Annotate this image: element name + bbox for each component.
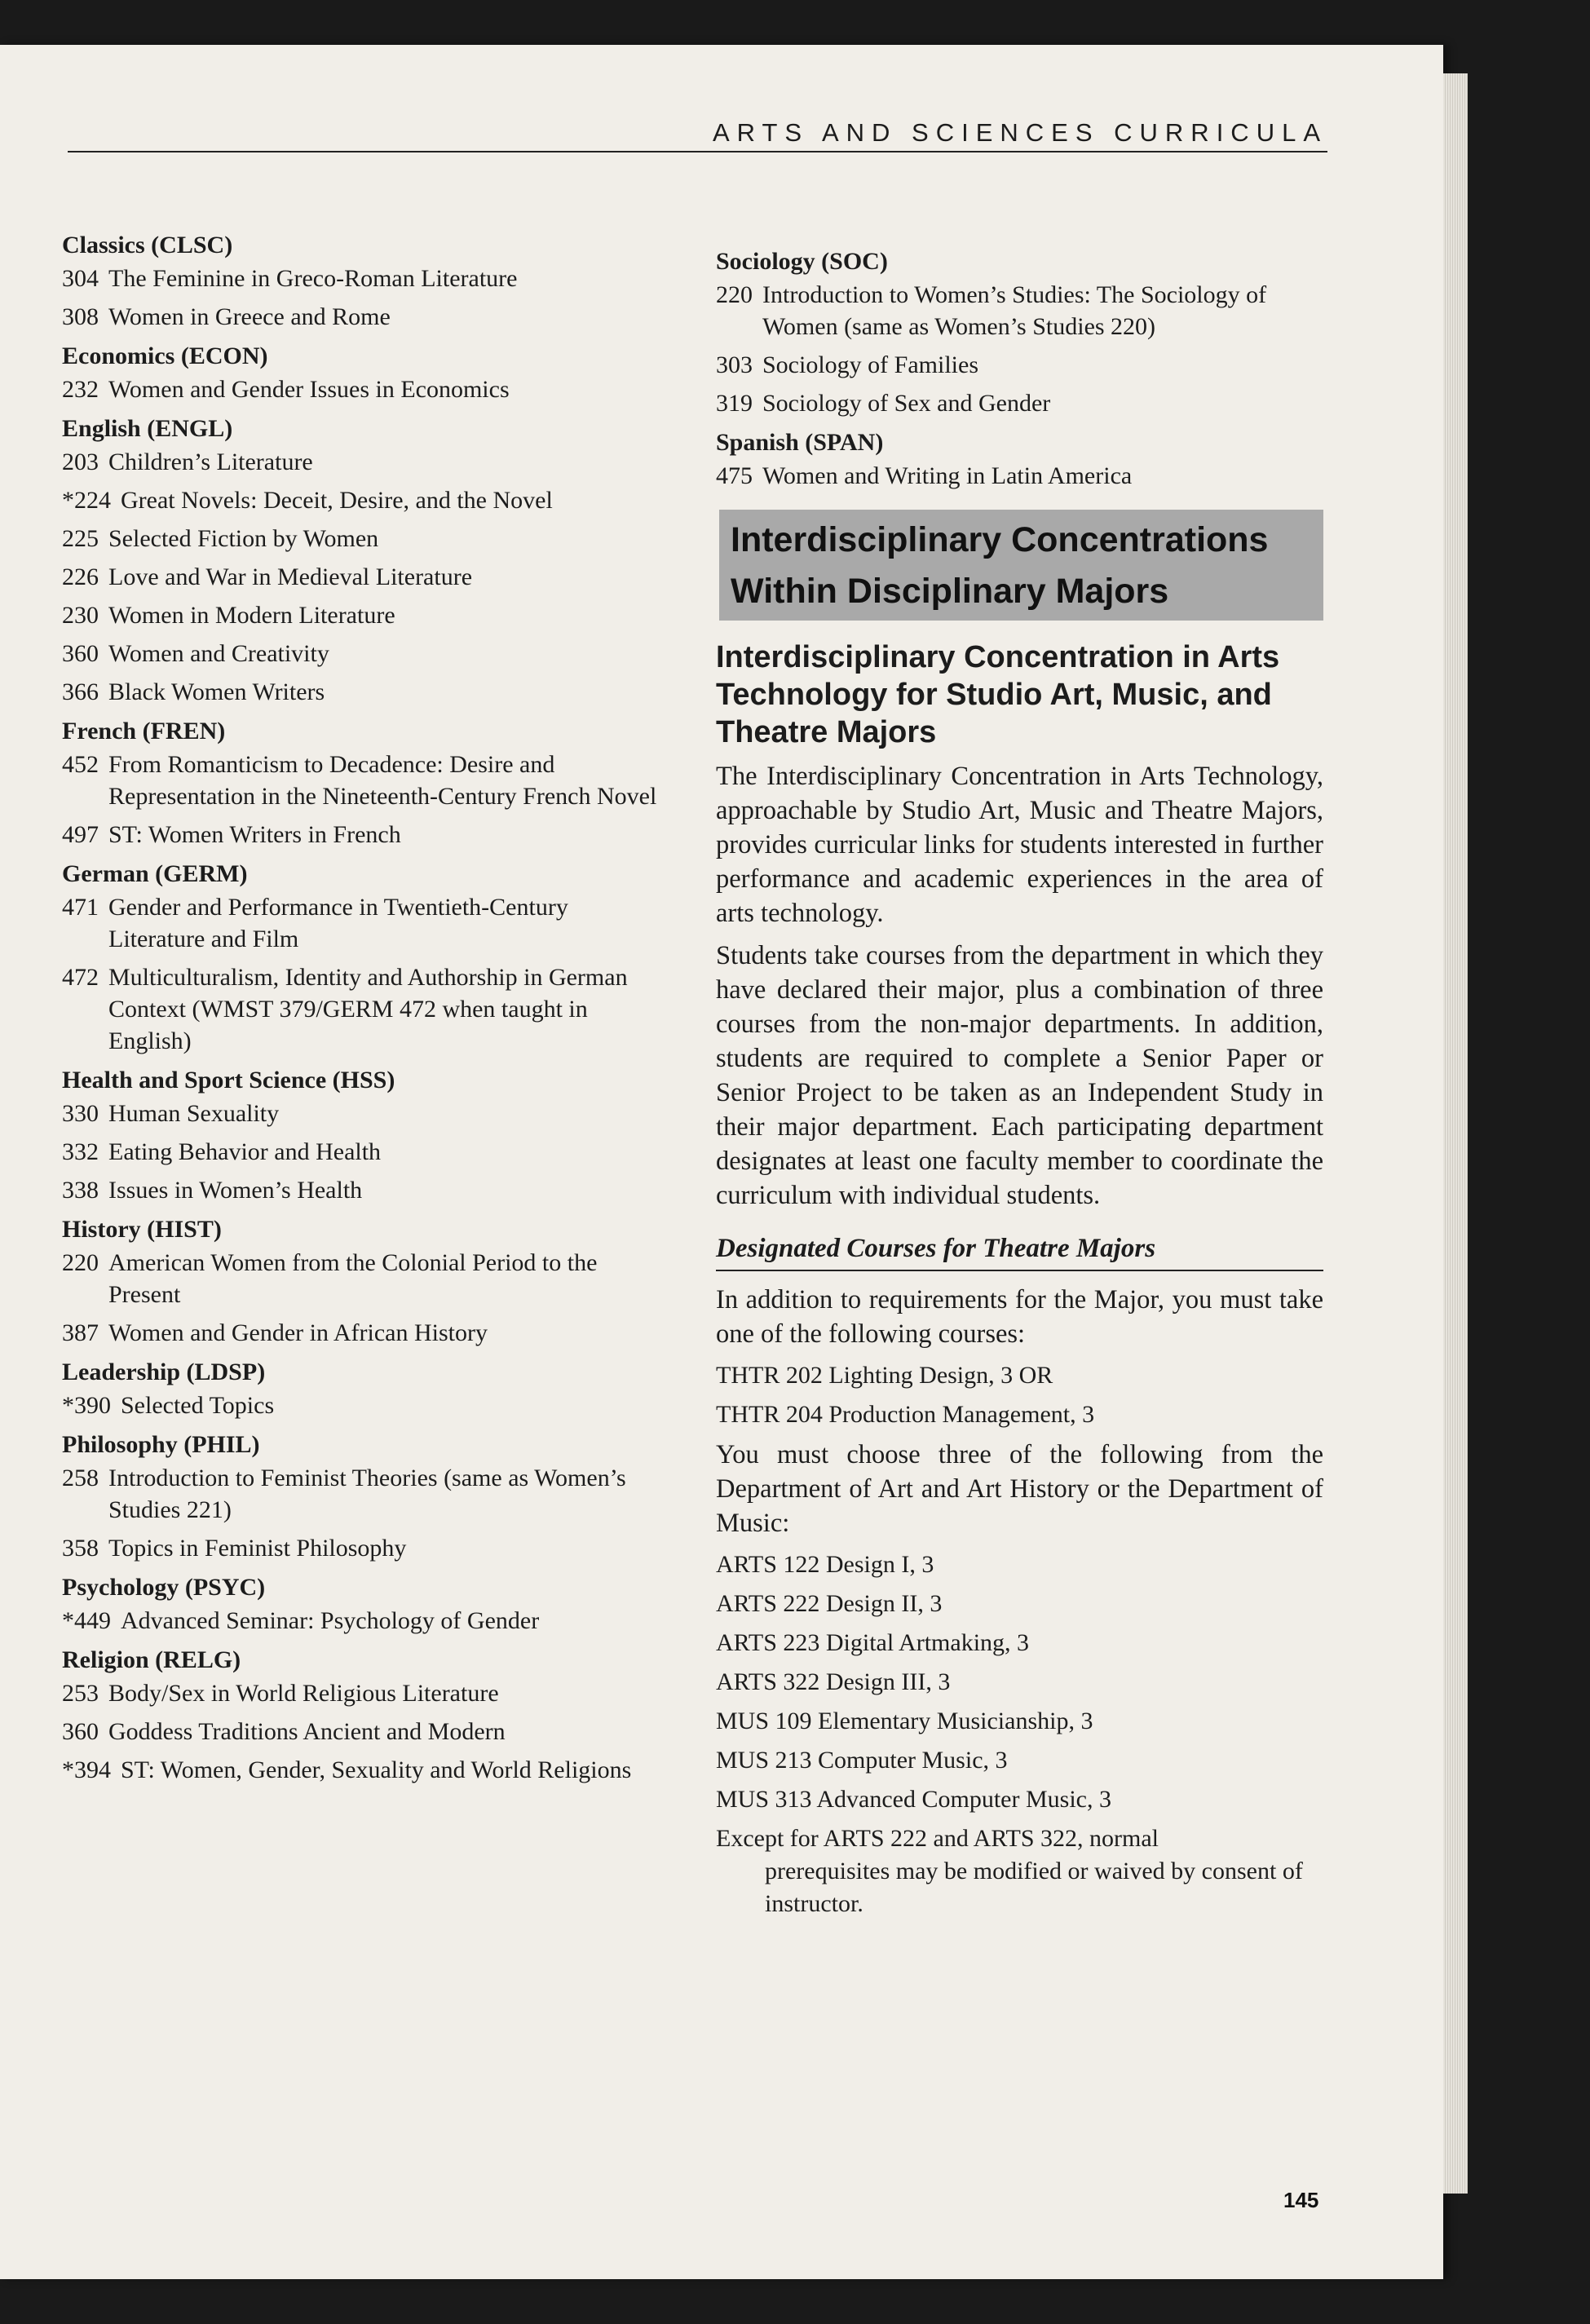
- option-course: ARTS 222 Design II, 3: [716, 1590, 943, 1617]
- course-number: 452: [62, 751, 99, 778]
- department-block: [62, 1213, 665, 1349]
- banner-line-1: Interdisciplinary Concentrations: [731, 520, 1269, 559]
- course-number: 387: [62, 1319, 99, 1346]
- course-number: 319: [716, 390, 753, 417]
- course-title: Introduction to Women’s Studies: The Sociology of Women (same as Women’s Studies 220): [762, 281, 1267, 340]
- course-title: Selected Fiction by Women: [108, 525, 379, 552]
- course-number: 258: [62, 1465, 99, 1491]
- course-title: Children’s Literature: [108, 448, 313, 475]
- exception-note: [716, 1823, 1323, 1920]
- department-block: [716, 245, 1323, 419]
- option-course: MUS 109 Elementary Musicianship, 3: [716, 1708, 1093, 1734]
- course-number: 358: [62, 1535, 99, 1562]
- option-course: ARTS 122 Design I, 3: [716, 1551, 934, 1578]
- section-paragraph-2: Students take courses from the department in which they have declared their major, plus a combination of three courses from the non-major departments. In addition, students are required to complete a Senior Paper or Senior Project to be taken as an Independent Study in their major department. Each participating department designates at least one faculty member to coordinate the curriculum with individual students.: [716, 941, 1323, 1210]
- right-column: [716, 245, 1323, 1920]
- department-title: French (FREN): [62, 718, 226, 744]
- department-block: [62, 714, 665, 851]
- course-title: Women and Gender in African History: [108, 1319, 488, 1346]
- course-row: [62, 599, 665, 631]
- course-row: [62, 891, 665, 955]
- course-number: 220: [62, 1249, 99, 1276]
- course-title: Great Novels: Deceit, Desire, and the Novel: [121, 487, 553, 514]
- course-number: 497: [62, 821, 99, 848]
- course-number: 330: [62, 1100, 99, 1127]
- course-number: 360: [62, 640, 99, 667]
- option-course: ARTS 322 Design III, 3: [716, 1668, 951, 1695]
- course-row: [62, 1754, 665, 1786]
- designated-intro: In addition to requirements for the Major, you must take one of the following courses:: [716, 1285, 1323, 1349]
- department-block: [62, 228, 665, 333]
- course-row: [62, 961, 665, 1057]
- course-row: [716, 460, 1323, 492]
- course-title: The Feminine in Greco-Roman Literature: [108, 265, 518, 292]
- course-number: 338: [62, 1177, 99, 1204]
- course-number: *394: [62, 1756, 111, 1783]
- department-block: [62, 1355, 665, 1421]
- course-number: 475: [716, 462, 753, 489]
- course-row: [62, 263, 665, 294]
- course-title: Human Sexuality: [108, 1100, 280, 1127]
- course-row: [716, 387, 1323, 419]
- course-row: [62, 638, 665, 669]
- course-title: Goddess Traditions Ancient and Modern: [108, 1718, 506, 1745]
- course-title: From Romanticism to Decadence: Desire and Representation in the Nineteenth-Century French Novel: [108, 751, 657, 810]
- course-row: [62, 446, 665, 478]
- department-block: [62, 1643, 665, 1786]
- course-number: *224: [62, 487, 111, 514]
- department-block: [716, 426, 1323, 492]
- course-row: [62, 1677, 665, 1709]
- exception-note-line-1: Except for ARTS 222 and ARTS 322, normal: [716, 1825, 1159, 1852]
- department-title: Religion (RELG): [62, 1646, 241, 1673]
- course-title: Advanced Seminar: Psychology of Gender: [121, 1607, 540, 1634]
- course-title: ST: Women, Gender, Sexuality and World Religions: [121, 1756, 632, 1783]
- section-paragraph-1: The Interdisciplinary Concentration in Arts Technology, approachable by Studio Art, Music and Theatre Majors, provides curricular links for students interested in further performance and academic experiences in the area of arts technology.: [716, 762, 1323, 928]
- course-number: 471: [62, 894, 99, 921]
- section-title: Interdisciplinary Concentration in Arts Technology for Studio Art, Music, and Theatre Majors: [716, 640, 1280, 749]
- course-row: [62, 1605, 665, 1637]
- department-title: English (ENGL): [62, 415, 233, 442]
- course-row: [62, 373, 665, 405]
- course-row: [716, 279, 1323, 342]
- department-title: Economics (ECON): [62, 342, 268, 369]
- course-title: Body/Sex in World Religious Literature: [108, 1680, 499, 1707]
- course-row: [62, 484, 665, 516]
- department-title: Classics (CLSC): [62, 232, 233, 258]
- course-row: [62, 676, 665, 708]
- department-block: [62, 339, 665, 405]
- course-number: 230: [62, 602, 99, 629]
- course-row: [62, 1390, 665, 1421]
- course-number: 253: [62, 1680, 99, 1707]
- option-course: ARTS 223 Digital Artmaking, 3: [716, 1629, 1030, 1656]
- designated-heading: Designated Courses for Theatre Majors: [716, 1230, 1323, 1271]
- course-row: [62, 1462, 665, 1526]
- course-number: 332: [62, 1138, 99, 1165]
- course-number: 203: [62, 448, 99, 475]
- course-row: [716, 349, 1323, 381]
- course-title: Sociology of Families: [762, 351, 978, 378]
- department-title: Philosophy (PHIL): [62, 1431, 260, 1458]
- department-title: Leadership (LDSP): [62, 1359, 266, 1385]
- exception-note-line-2: prerequisites may be modified or waived by consent of instructor.: [765, 1858, 1303, 1917]
- running-header: [68, 110, 1327, 152]
- course-number: 225: [62, 525, 99, 552]
- course-number: 360: [62, 1718, 99, 1745]
- course-title: Women and Gender Issues in Economics: [108, 376, 510, 403]
- course-title: American Women from the Colonial Period to the Present: [108, 1249, 598, 1308]
- course-number: 366: [62, 678, 99, 705]
- course-number: 308: [62, 303, 99, 330]
- course-title: ST: Women Writers in French: [108, 821, 401, 848]
- course-title: Eating Behavior and Health: [108, 1138, 382, 1165]
- course-title: Women in Modern Literature: [108, 602, 395, 629]
- department-block: [62, 1063, 665, 1206]
- banner-line-2: Within Disciplinary Majors: [731, 572, 1169, 611]
- department-title: History (HIST): [62, 1216, 222, 1243]
- required-course: THTR 204 Production Management, 3: [716, 1401, 1095, 1428]
- page-edges: [1443, 73, 1468, 2194]
- department-block: [62, 857, 665, 1057]
- right-departments: [716, 245, 1323, 492]
- option-course: MUS 213 Computer Music, 3: [716, 1747, 1008, 1774]
- left-column: [62, 228, 665, 1792]
- choose-instructions: You must choose three of the following from the Department of Art and Art History or the Department of Music:: [716, 1440, 1323, 1538]
- course-number: 226: [62, 563, 99, 590]
- course-row: [62, 1174, 665, 1206]
- course-title: Issues in Women’s Health: [108, 1177, 363, 1204]
- course-number: *390: [62, 1392, 111, 1419]
- course-title: Sociology of Sex and Gender: [762, 390, 1051, 417]
- course-title: Gender and Performance in Twentieth-Century Literature and Film: [108, 894, 568, 952]
- department-block: [62, 412, 665, 708]
- course-title: Women in Greece and Rome: [108, 303, 391, 330]
- course-row: [62, 1532, 665, 1564]
- course-number: 232: [62, 376, 99, 403]
- department-block: [62, 1428, 665, 1564]
- section-banner: [719, 510, 1323, 621]
- course-row: [62, 819, 665, 851]
- department-title: Health and Sport Science (HSS): [62, 1067, 395, 1094]
- course-row: [62, 301, 665, 333]
- course-number: *449: [62, 1607, 111, 1634]
- course-number: 472: [62, 964, 99, 991]
- department-block: [62, 1571, 665, 1637]
- course-title: Black Women Writers: [108, 678, 325, 705]
- course-row: [62, 523, 665, 554]
- course-title: Love and War in Medieval Literature: [108, 563, 473, 590]
- course-title: Multiculturalism, Identity and Authorship in German Context (WMST 379/GERM 472 when taught in English): [108, 964, 628, 1054]
- course-row: [62, 561, 665, 593]
- course-row: [62, 1247, 665, 1310]
- course-number: 220: [716, 281, 753, 308]
- option-course: MUS 313 Advanced Computer Music, 3: [716, 1786, 1111, 1813]
- course-row: [62, 1716, 665, 1747]
- course-title: Selected Topics: [121, 1392, 275, 1419]
- required-course: THTR 202 Lighting Design, 3 OR: [716, 1362, 1053, 1389]
- department-title: Sociology (SOC): [716, 248, 888, 275]
- course-row: [62, 749, 665, 812]
- course-row: [62, 1317, 665, 1349]
- course-title: Introduction to Feminist Theories (same as Women’s Studies 221): [108, 1465, 626, 1523]
- course-title: Women and Writing in Latin America: [762, 462, 1133, 489]
- course-number: 304: [62, 265, 99, 292]
- course-title: Women and Creativity: [108, 640, 329, 667]
- department-title: Spanish (SPAN): [716, 429, 884, 456]
- page-number: 145: [1283, 2188, 1319, 2212]
- course-row: [62, 1136, 665, 1168]
- course-number: 303: [716, 351, 753, 378]
- department-title: German (GERM): [62, 860, 248, 887]
- course-row: [62, 1098, 665, 1129]
- header-text: ARTS AND SCIENCES CURRICULA: [712, 118, 1327, 147]
- department-title: Psychology (PSYC): [62, 1574, 266, 1601]
- course-title: Topics in Feminist Philosophy: [108, 1535, 407, 1562]
